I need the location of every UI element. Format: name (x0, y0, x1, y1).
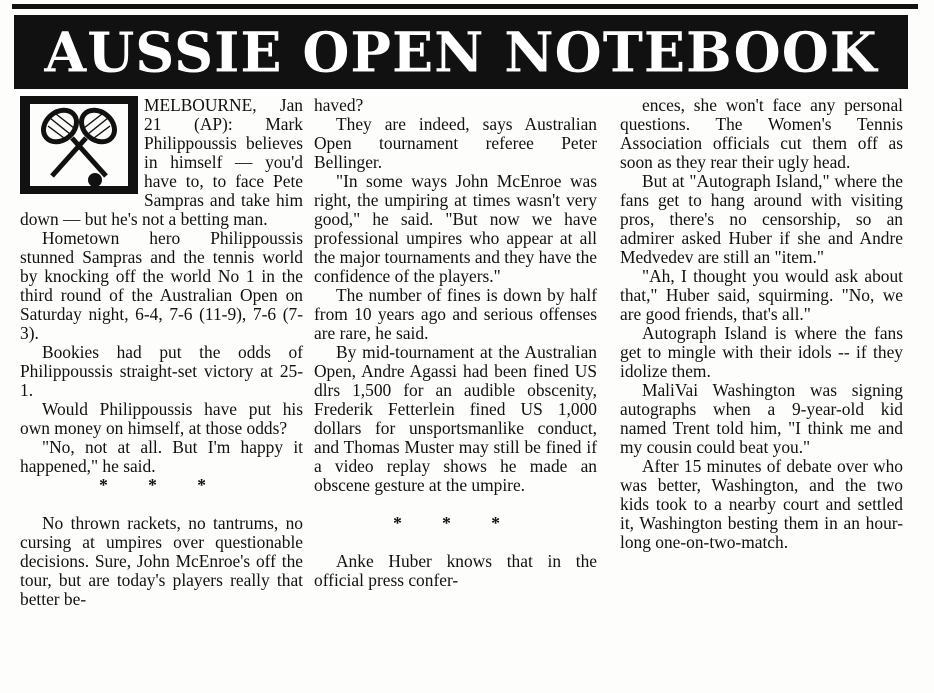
paragraph-dateline: MELBOURNE, Jan 21 (AP): Mark Philippoussis believes in himself — you'd have to, to face Pete Sampras and take him down — but he's not a betting man. (20, 95, 303, 229)
top-rule (12, 4, 918, 9)
paragraph: Bookies had put the odds of Philippoussis straight-set victory at 25-1. (20, 342, 303, 400)
spacer (314, 533, 597, 552)
paragraph: ences, she won't face any personal questions. The Women's Tennis Association officials cut them off as soon as they rear their ugly head. (620, 95, 903, 172)
column-3 (620, 96, 903, 552)
paragraph: Would Philippoussis have put his own money on himself, at those odds? (20, 399, 303, 438)
paragraph: After 15 minutes of debate over who was better, Washington, and the two kids took to a nearby court and settled it, Washington besting them in an hour-long one-on-two-match. (620, 456, 903, 552)
section-separator: * * * (99, 475, 224, 495)
headline-title: AUSSIE OPEN NOTEBOOK (44, 19, 878, 85)
spacer (314, 495, 597, 514)
paragraph: Autograph Island is where the fans get to mingle with their idols -- if they idolize them. (620, 323, 903, 381)
section-separator: * * * (393, 513, 518, 533)
spacer (20, 495, 303, 514)
paragraph: "No, not at all. But I'm happy it happened," he said. (20, 437, 303, 476)
paragraph: By mid-tournament at the Australian Open, Andre Agassi had been fined US dlrs 1,500 for an audible obscenity, Frederik Fetterlein fined US 1,000 dollars for unsportsmanlike conduct, and Thomas Muster may still be fined if a video replay shows he made an obscene gesture at the umpire. (314, 342, 597, 495)
paragraph: The number of fines is down by half from 10 years ago and serious offenses are rare, he said. (314, 285, 597, 343)
paragraph: haved? (314, 95, 364, 115)
headline-banner (14, 15, 908, 89)
paragraph: They are indeed, says Australian Open tournament referee Peter Bellinger. (314, 114, 597, 172)
paragraph: No thrown rackets, no tantrums, no cursing at umpires over questionable decisions. Sure, John McEnroe's off the tour, but are today's players really that better be- (20, 513, 303, 609)
column-1 (20, 96, 303, 609)
paragraph: But at "Autograph Island," where the fans get to hang around with visiting pros, there's no censorship, so an admirer asked Huber if she and Andre Medvedev are still an "item." (620, 171, 903, 267)
paragraph: "In some ways John McEnroe was right, the umpiring at times wasn't very good," he said. "But now we have professional umpires who appear at all the major tournaments and they have the confidence of the players." (314, 171, 597, 286)
paragraph: Anke Huber knows that in the official press confer- (314, 551, 597, 590)
paragraph: Hometown hero Philippoussis stunned Sampras and the tennis world by knocking off the world No 1 in the third round of the Australian Open on Saturday night, 6-4, 7-6 (11-9), 7-6 (7-3). (20, 228, 303, 343)
crossed-tennis-rackets-icon (20, 96, 138, 194)
paragraph: MaliVai Washington was signing autographs when a 9-year-old kid named Trent told him, "I think me and my cousin could beat you." (620, 380, 903, 457)
paragraph: "Ah, I thought you would ask about that," Huber said, squirming. "No, we are good friends, that's all." (620, 266, 903, 324)
column-2 (314, 96, 597, 590)
